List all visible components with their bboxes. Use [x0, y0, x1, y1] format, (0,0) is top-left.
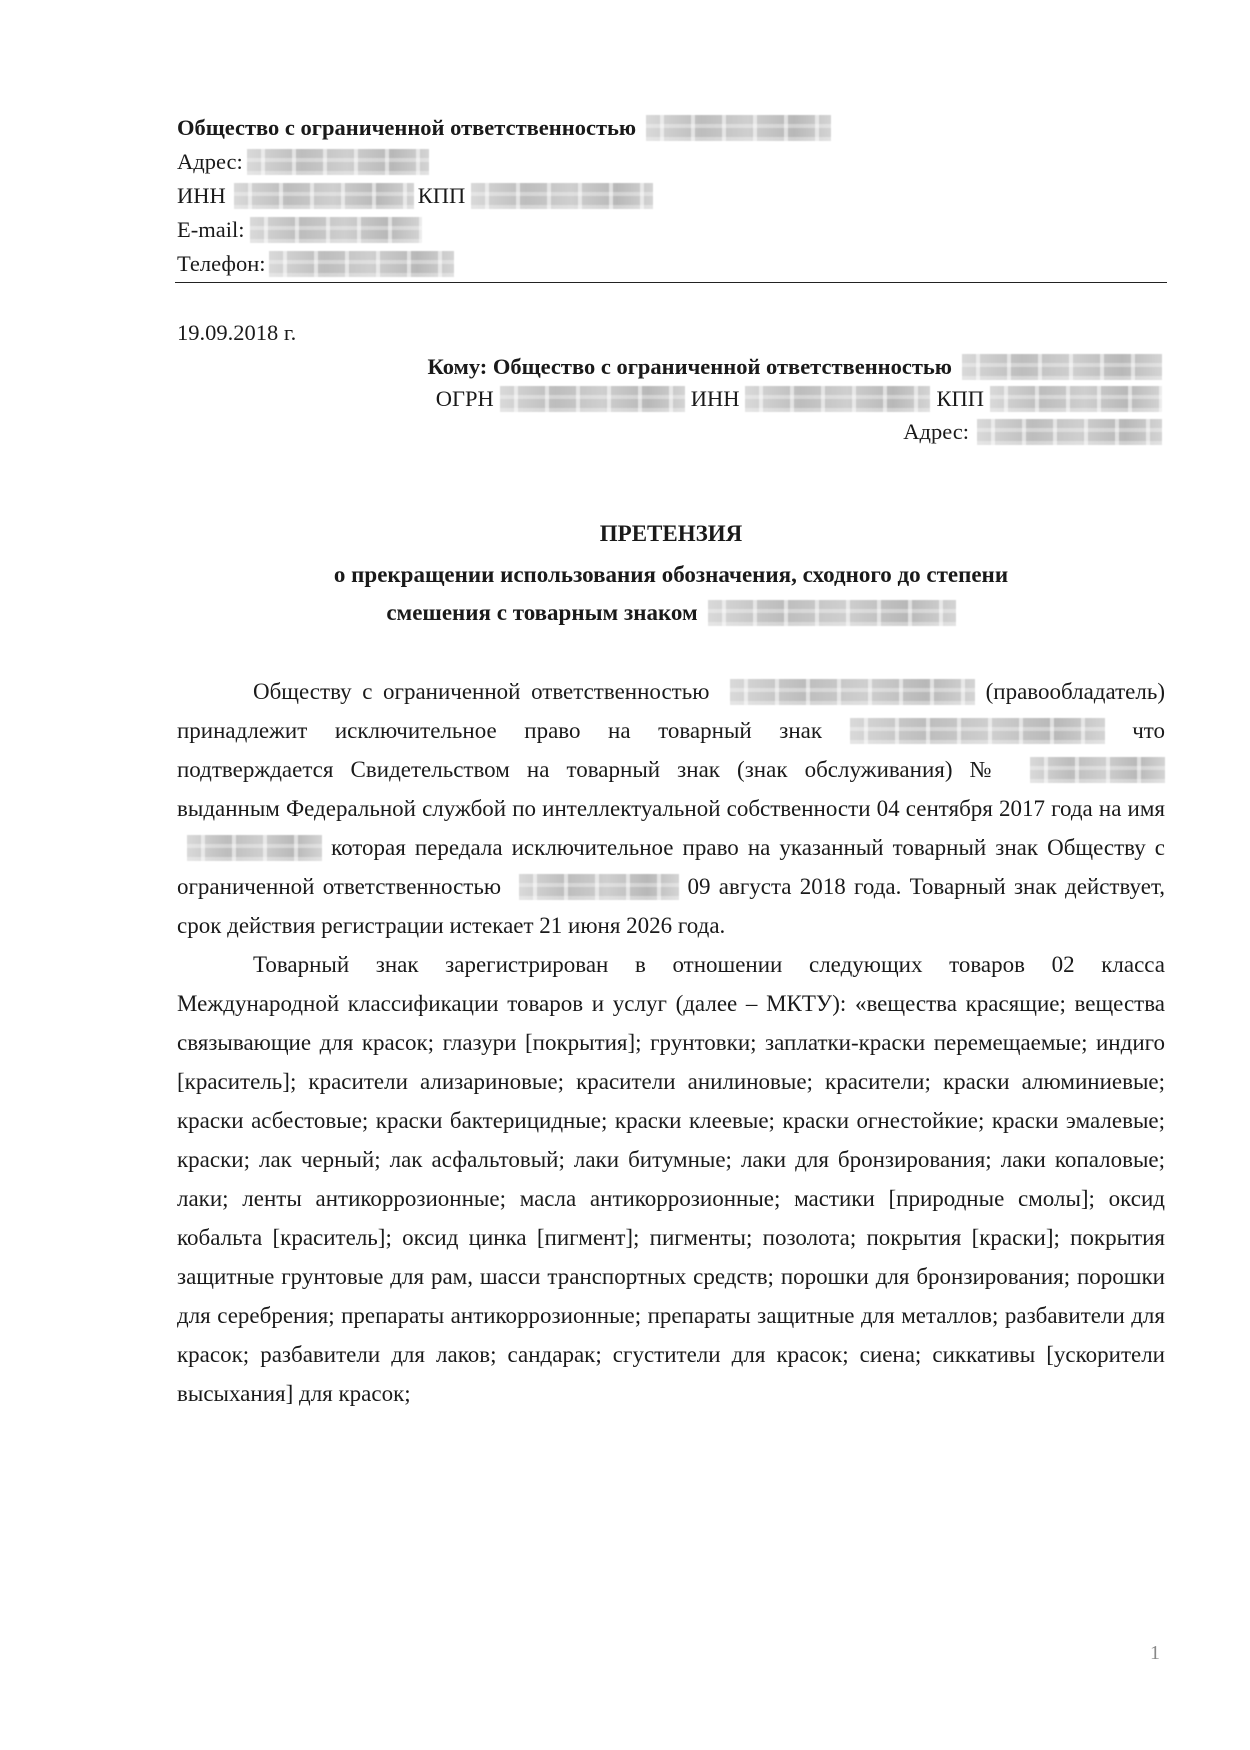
- recipient-address-line: [903, 415, 1162, 449]
- sender-address-label: Адрес:: [177, 149, 243, 174]
- recipient-address-label: Адрес:: [903, 419, 969, 444]
- sender-phone-line: [177, 247, 454, 281]
- claim-heading: ПРЕТЕНЗИЯ: [599, 521, 743, 546]
- p1-part-b: (правообладатель) принадлежит исключительное право на товарный знак: [177, 679, 1166, 743]
- redacted-recipient-kpp: [990, 386, 1162, 412]
- paragraph-1: [177, 672, 1165, 945]
- redacted-sender-phone: [269, 251, 454, 277]
- redacted-sender-org: [646, 115, 831, 141]
- p1-part-e: которая передала исключительное право на указанный товарный знак Обществу с ограниченной ответственностью: [177, 835, 1165, 899]
- document-date: 19.09.2018 г.: [177, 320, 297, 345]
- claim-subtitle-line2: [175, 596, 1167, 630]
- p1-part-d: выданным Федеральной службой по интеллектуальной собственности 04 сентября 2017 года на имя: [177, 796, 1165, 821]
- sender-org-line: [177, 111, 831, 145]
- redacted-recipient-inn: [745, 386, 930, 412]
- redacted-sender-email: [250, 217, 422, 243]
- redacted-sender-kpp: [471, 183, 653, 209]
- sender-inn-label: ИНН: [177, 183, 226, 208]
- claim-subtitle-line1: о прекращении использования обозначения, сходного до степени: [333, 562, 1009, 587]
- sender-address-line: [177, 145, 429, 179]
- claim-subtitle-text: смешения с товарным знаком: [386, 600, 698, 625]
- redacted-holder-name: [187, 835, 322, 861]
- claim-body: [177, 672, 1165, 1413]
- recipient-to-line: [428, 350, 1163, 384]
- redacted-recipient-ogrn: [500, 386, 685, 412]
- redacted-rightholder: [730, 679, 975, 705]
- redacted-new-owner: [519, 874, 679, 900]
- redacted-recipient-org: [962, 354, 1162, 380]
- redacted-sender-inn: [234, 183, 414, 209]
- redacted-recipient-address: [977, 419, 1162, 445]
- p1-part-a: Обществу с ограниченной ответственностью: [253, 679, 710, 704]
- sender-kpp-label: КПП: [417, 183, 466, 208]
- header-divider: [175, 282, 1167, 283]
- sender-email-line: [177, 213, 422, 247]
- paragraph-2: Товарный знак зарегистрирован в отношении следующих товаров 02 класса Международной классификации товаров и услуг (далее – МКТУ): «вещества красящие; вещества связывающие для красок; глазури [покрытия]; грунтовки; заплатки-краски перемещаемые; индиго [краситель]; красители ализариновые; красители анилиновые; красители; краски алюминиевые; краски асбестовые; краски бактерицидные; краски клеевые; краски огнестойкие; краски эмалевые; краски; лак черный; лак асфальтовый; лаки битумные; лаки для бронзирования; лаки копаловые; лаки; ленты антикоррозионные; масла антикоррозионные; мастики [природные смолы]; оксид кобальта [краситель]; оксид цинка [пигмент]; пигменты; позолота; покрытия [краски]; покрытия защитные грунтовые для рам, шасси транспортных средств; порошки для бронзирования; порошки для серебрения; препараты антикоррозионные; препараты защитные для металлов; разбавители для красок; разбавители для лаков; сандарак; сгустители для красок; сиена; сиккативы [ускорители высыхания] для красок;: [177, 952, 1165, 1406]
- recipient-to-label: Кому: Общество с ограниченной ответственностью: [427, 354, 952, 379]
- recipient-ids-line: [436, 382, 1162, 416]
- recipient-inn-label: ИНН: [690, 386, 740, 411]
- p1-part-c: что подтверждается Свидетельством на товарный знак (знак обслуживания) №: [177, 718, 1166, 782]
- sender-email-label: E-mail:: [177, 217, 245, 242]
- recipient-kpp-label: КПП: [936, 386, 984, 411]
- recipient-ogrn-label: ОГРН: [435, 386, 494, 411]
- redacted-trademark: [708, 600, 956, 626]
- sender-inn-kpp-line: [177, 179, 653, 213]
- page-number: 1: [1150, 1642, 1160, 1664]
- redacted-certificate-number: [1030, 757, 1165, 783]
- redacted-sender-address: [247, 149, 429, 175]
- sender-org-label: Общество с ограниченной ответственностью: [177, 115, 637, 140]
- p1-part-f: 09 августа 2018 года. Товарный знак действует, срок действия регистрации истекает 21 июня 2026 года.: [177, 874, 1166, 938]
- sender-phone-label: Телефон:: [177, 251, 266, 276]
- redacted-trademark-name: [850, 718, 1105, 744]
